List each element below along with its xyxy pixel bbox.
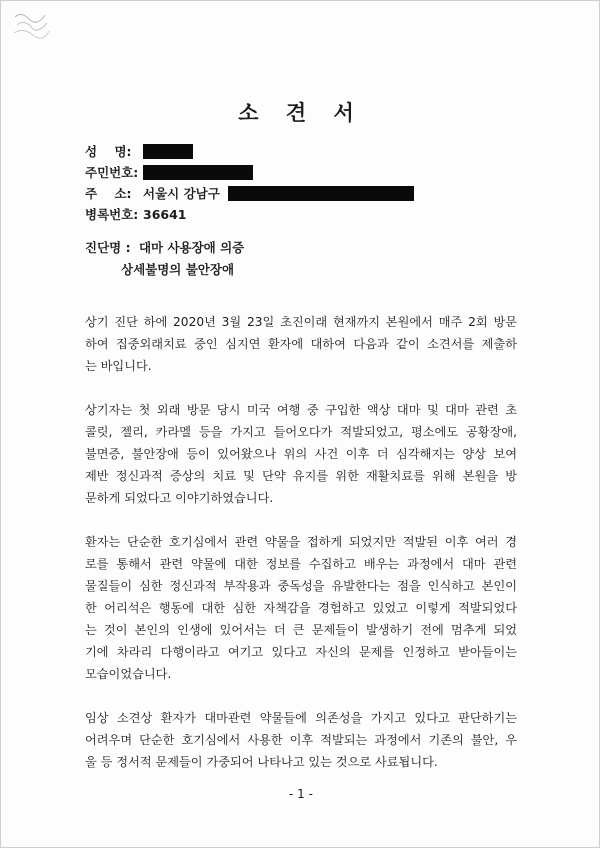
paragraph-line: 로를 통해서 관련 약물에 대한 정보를 수집하고 배우는 과정에서 대마 관련	[85, 557, 517, 571]
paragraph-line: 상기 진단 하에 2020년 3월 23일 초진이래 현재까지 본원에서 매주 2회 방문	[85, 315, 517, 329]
diagnosis-secondary: 상세불명의 불안장애	[121, 262, 235, 277]
body-paragraph	[85, 399, 517, 509]
body-paragraph	[85, 531, 517, 685]
address-label: 주 소:	[85, 186, 132, 201]
paragraph-line: 기에 차라리 다행이라고 여기고 있다고 자신의 문제를 인정하고 받아들이는	[85, 645, 517, 659]
name-row	[85, 141, 414, 162]
diagnosis-secondary-row	[85, 259, 244, 281]
diagnosis-primary-row	[85, 237, 244, 259]
paragraph-line: 불면증, 불안장애 등이 있어왔으나 위의 사건 이후 더 심각해지는 양상 보여	[85, 447, 517, 461]
diagnosis-primary: 대마 사용장애 의증	[138, 240, 245, 255]
name-label: 성 명:	[85, 144, 132, 159]
paragraph-line: 울 등 정서적 문제들이 가중되어 나타나고 있는 것으로 사료됩니다.	[85, 755, 438, 769]
diagnosis-label: 진단명 :	[85, 240, 131, 255]
paragraph-line: 는 바입니다.	[85, 359, 152, 373]
diagnosis-section	[85, 237, 244, 281]
paragraph-line: 어려우며 단순한 호기심에서 사용한 이후 적발되는 과정에서 기존의 불안, 우	[85, 733, 517, 747]
document-title: 소 견 서	[238, 101, 364, 125]
patient-info	[85, 141, 414, 225]
paragraph-line: 는 것이 본인의 인생에 있어서는 더 큰 문제들이 발생하기 전에 멈추게 되었	[85, 623, 517, 637]
id-label: 주민번호:	[85, 165, 139, 180]
record-row	[85, 204, 414, 225]
body-paragraph	[85, 707, 517, 773]
paragraph-line: 환자는 단순한 호기심에서 관련 약물을 접하게 되었지만 적발된 이후 여러 경	[85, 535, 517, 549]
address-value: 서울시 강남구	[143, 186, 220, 201]
id-row	[85, 162, 414, 183]
name-redaction	[143, 144, 193, 159]
scan-artifact-icon	[11, 9, 51, 43]
address-redaction	[228, 186, 414, 201]
paragraph-line: 임상 소견상 환자가 대마관련 약물들에 의존성을 가지고 있다고 판단하기는	[85, 711, 517, 725]
paragraph-line: 상기자는 첫 외래 방문 당시 미국 여행 중 구입한 액상 대마 및 대마 관련 초	[85, 403, 517, 417]
paragraph-line: 모습이었습니다.	[85, 667, 172, 681]
body-paragraph	[85, 311, 517, 377]
page-number: - 1 -	[289, 787, 313, 801]
paragraph-line: 문하게 되었다고 이야기하였습니다.	[85, 491, 274, 505]
opinion-body	[85, 311, 517, 795]
id-redaction	[143, 165, 253, 180]
paragraph-line: 물질들이 심한 정신과적 부작용과 중독성을 유발한다는 점을 인식하고 본인이	[85, 579, 517, 593]
paragraph-line: 제반 정신과적 증상의 치료 및 단약 유지를 위한 재활치료를 위해 본원을 방	[85, 469, 517, 483]
paragraph-line: 콜릿, 젤리, 카라멜 등을 가지고 들어오다가 적발되었고, 평소에도 공황장애,	[85, 425, 517, 439]
paragraph-line: 하여 집중외래치료 중인 심지연 환자에 대하여 다음과 같이 소견서를 제출하	[85, 337, 517, 351]
paragraph-line: 한 어리석은 행동에 대한 심한 자책감을 경험하고 있었고 이렇게 적발되었다	[85, 601, 517, 615]
address-row	[85, 183, 414, 204]
record-value: 36641	[143, 207, 187, 222]
record-label: 병록번호:	[85, 207, 139, 222]
